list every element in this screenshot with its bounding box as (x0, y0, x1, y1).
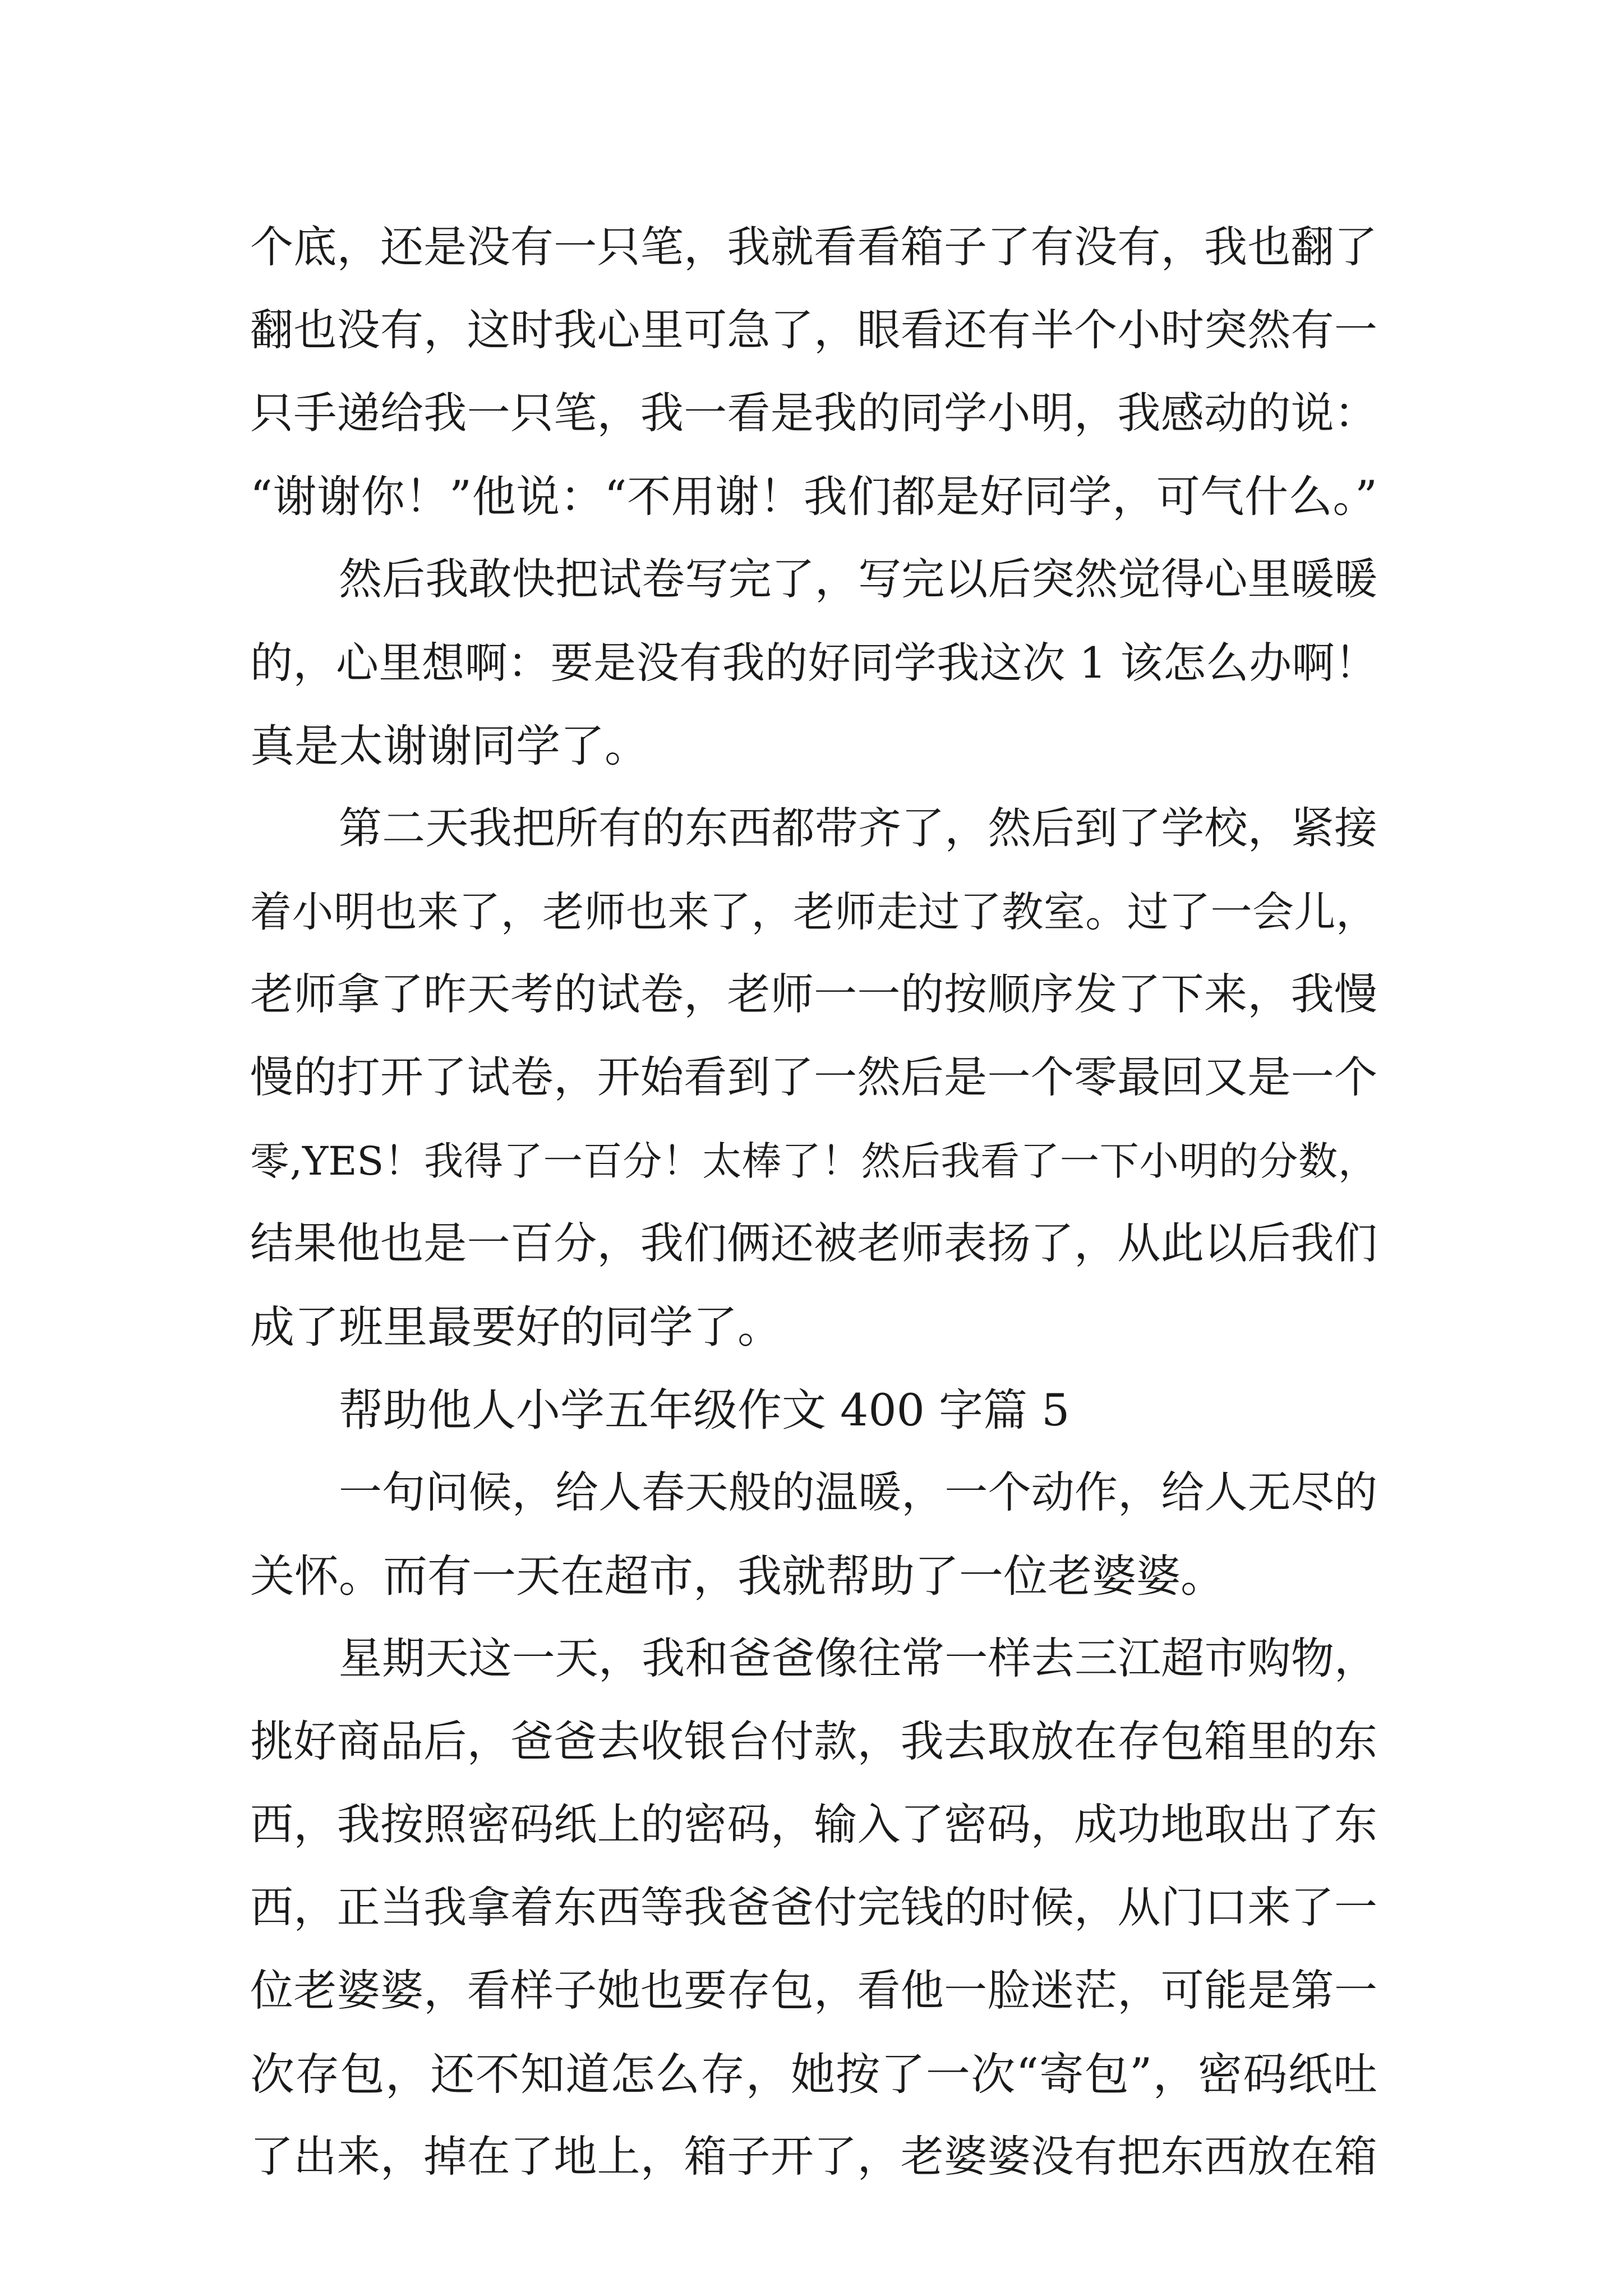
text-line: 位老婆婆，看样子她也要存包，看他一脸迷茫，可能是第一 (250, 1966, 1377, 2016)
text-line: 挑好商品后，爸爸去收银台付款，我去取放在存包箱里的东 (250, 1717, 1377, 1767)
text-line: 关怀。而有一天在超市，我就帮助了一位老婆婆。 (250, 1550, 1225, 1602)
text-line: 一句问候，给人春天般的温暖，一个动作，给人无尽的 (339, 1468, 1377, 1518)
text-line: 然后我敢快把试卷写完了，写完以后突然觉得心里暖暖 (339, 555, 1377, 605)
text-line: 的，心里想啊：要是没有我的好同学我这次 1 该怎么办啊！ (250, 638, 1377, 688)
text-line: 帮助他人小学五年级作文 400 字篇 5 (339, 1384, 1070, 1436)
text-line: 次存包，还不知道怎么存，她按了一次“寄包”，密码纸吐 (250, 2049, 1377, 2100)
text-line: 第二天我把所有的东西都带齐了，然后到了学校，紧接 (339, 804, 1377, 854)
text-line: 真是太谢谢同学了。 (250, 720, 649, 772)
text-line: 西，我按照密码纸上的密码，输入了密码，成功地取出了东 (250, 1800, 1377, 1850)
text-line: 了出来，掉在了地上，箱子开了，老婆婆没有把东西放在箱 (250, 2132, 1377, 2182)
text-line: “谢谢你！”他说：“不用谢！我们都是好同学，可气什么。” (250, 472, 1377, 522)
text-line: 零,YES！我得了一百分！太棒了！然后我看了一下小明的分数， (250, 1138, 1377, 1184)
text-line: 个底，还是没有一只笔，我就看看箱子了有没有，我也翻了 (250, 223, 1377, 273)
text-line: 着小明也来了，老师也来了，老师走过了教室。过了一会儿， (250, 888, 1377, 936)
text-line: 翻也没有，这时我心里可急了，眼看还有半个小时突然有一 (250, 306, 1377, 356)
text-line: 结果他也是一百分，我们俩还被老师表扬了，从此以后我们 (250, 1219, 1377, 1269)
text-line: 成了班里最要好的同学了。 (250, 1301, 782, 1353)
text-line: 慢的打开了试卷，开始看到了一然后是一个零最回又是一个 (250, 1053, 1377, 1103)
body-text (250, 206, 1377, 2199)
text-line: 西，正当我拿着东西等我爸爸付完钱的时候，从门口来了一 (250, 1883, 1377, 1933)
text-line: 老师拿了昨天考的试卷，老师一一的按顺序发了下来，我慢 (250, 970, 1377, 1020)
text-line: 只手递给我一只笔，我一看是我的同学小明，我感动的说： (250, 389, 1377, 439)
text-line: 星期天这一天，我和爸爸像往常一样去三江超市购物， (339, 1634, 1377, 1684)
